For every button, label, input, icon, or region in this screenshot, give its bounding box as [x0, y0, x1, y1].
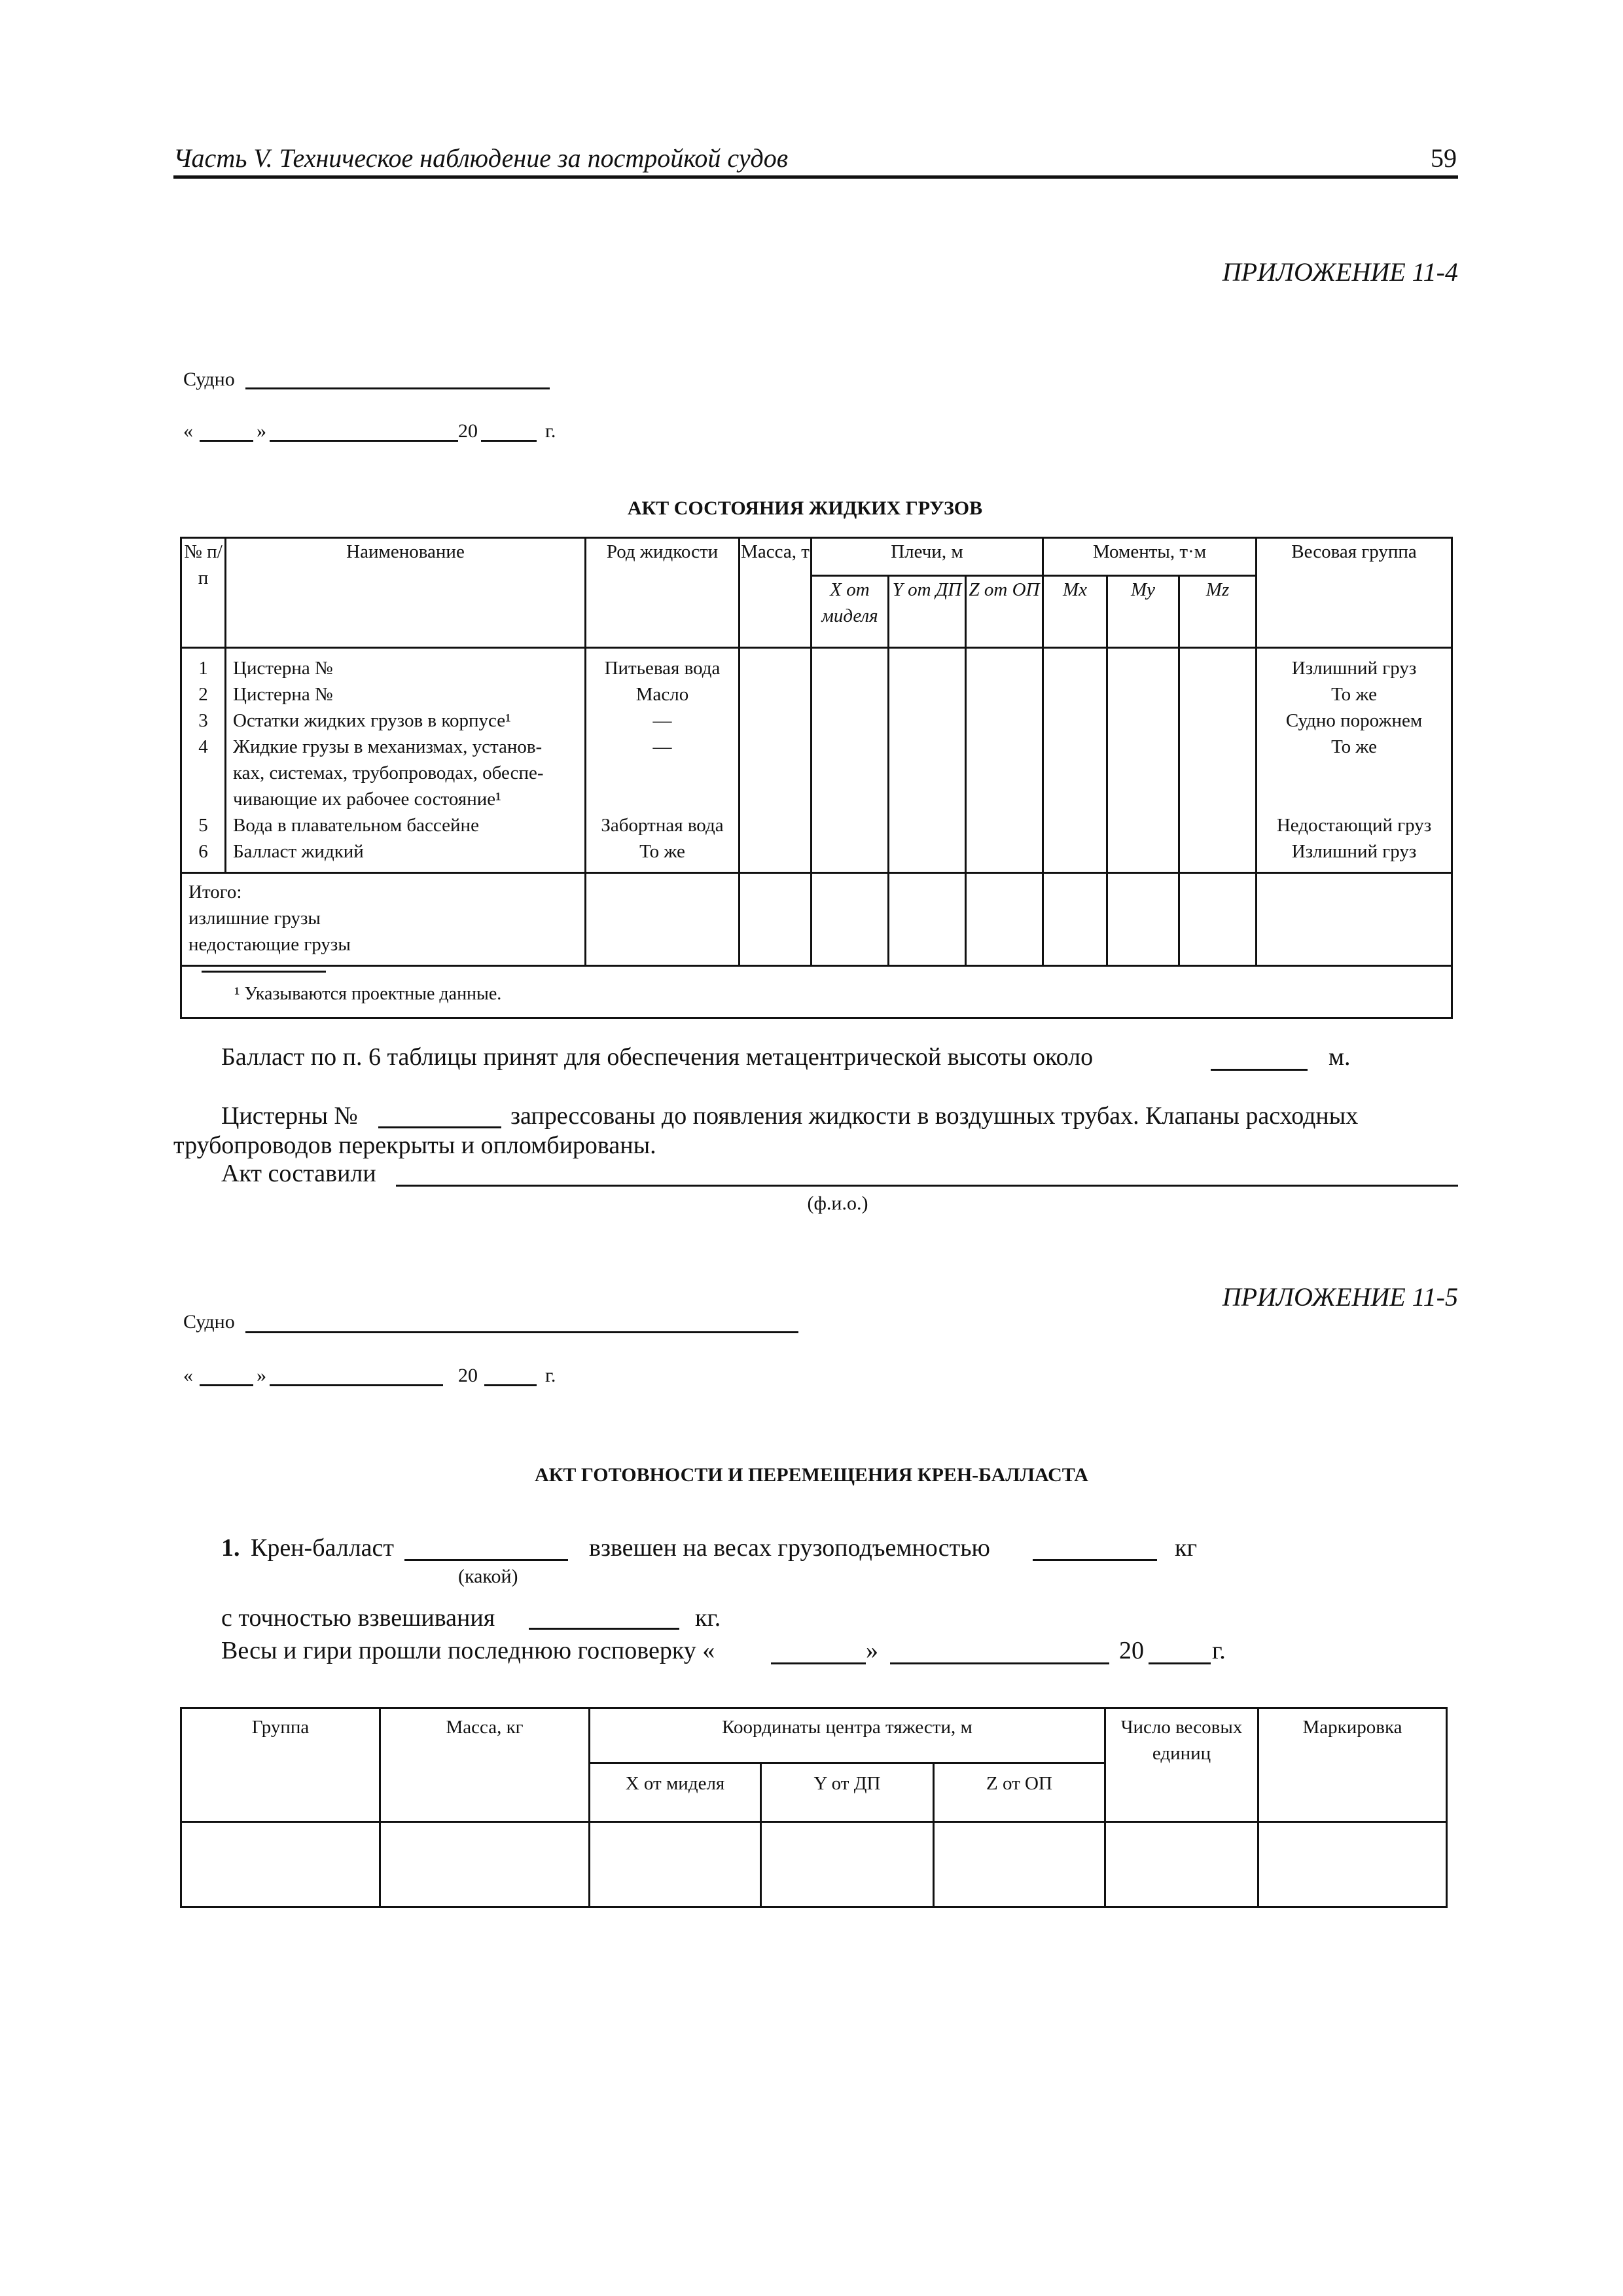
- col-header-arms: Плечи, м: [812, 538, 1043, 576]
- act-heel-ballast-title: АКТ ГОТОВНОСТИ И ПЕРЕМЕЩЕНИЯ КРЕН-БАЛЛАСТА: [535, 1464, 1088, 1486]
- act-liquid-cargo-title: АКТ СОСТОЯНИЯ ЖИДКИХ ГРУЗОВ: [627, 497, 983, 519]
- metacentric-height-field[interactable]: [1211, 1069, 1308, 1071]
- marking-cell[interactable]: [1258, 1822, 1447, 1907]
- compiled-by-field[interactable]: [396, 1185, 1458, 1187]
- row-group: То же: [1331, 736, 1377, 757]
- total-excess-label: излишние грузы: [188, 908, 321, 929]
- my-cell[interactable]: [1107, 648, 1179, 873]
- col-header-y: Y от ДП: [761, 1763, 934, 1822]
- fio-hint: (ф.и.о.): [807, 1193, 868, 1214]
- appendix-11-5-label: ПРИЛОЖЕНИЕ 11-5: [1222, 1282, 1458, 1312]
- row-group: Излишний груз: [1291, 841, 1417, 862]
- row-liquid: —: [652, 736, 672, 757]
- col-header-x: X от миделя: [812, 576, 889, 648]
- col-header-mass: Масса, кг: [380, 1708, 590, 1822]
- tanks-label: Цистерны №: [221, 1102, 358, 1130]
- verification-month-field[interactable]: [890, 1662, 1109, 1664]
- total-cell[interactable]: [812, 873, 889, 966]
- row-liquid: —: [652, 710, 672, 731]
- footnote-text: ¹ Указываются проектные данные.: [234, 984, 502, 1004]
- rows-name-cell: [226, 648, 586, 873]
- row-num: [182, 760, 224, 786]
- row-num: 4: [198, 736, 208, 757]
- mz-cell[interactable]: [1179, 648, 1257, 873]
- row-liquid: Забортная вода: [601, 815, 724, 836]
- ship-name-field[interactable]: [245, 387, 550, 389]
- row-num: 2: [198, 684, 208, 705]
- col-header-moments: Моменты, т·м: [1043, 538, 1257, 576]
- date-close-quote: »: [257, 420, 266, 442]
- verification-label: Весы и гири прошли последнюю госповерку «: [221, 1637, 715, 1664]
- date-day-field[interactable]: [200, 1384, 253, 1386]
- mass-cell[interactable]: [740, 648, 812, 873]
- row-num: 6: [198, 841, 208, 862]
- date-year-field[interactable]: [481, 440, 537, 442]
- total-cell[interactable]: [1043, 873, 1107, 966]
- total-cell[interactable]: [966, 873, 1043, 966]
- col-header-marking: Маркировка: [1258, 1708, 1447, 1822]
- date-day-field[interactable]: [200, 440, 253, 442]
- heel-ballast-type-field[interactable]: [404, 1559, 568, 1561]
- running-header: Часть V. Техническое наблюдение за постройкой судов: [173, 143, 789, 173]
- col-header-liquid: Род жидкости: [586, 538, 740, 648]
- total-cell[interactable]: [740, 873, 812, 966]
- row-group: Излишний груз: [1291, 658, 1417, 679]
- accuracy-field[interactable]: [529, 1628, 679, 1630]
- col-header-z: Z от ОП: [966, 576, 1043, 648]
- total-cell[interactable]: [1107, 873, 1179, 966]
- col-header-mx: Mx: [1043, 576, 1107, 648]
- group-cell[interactable]: [181, 1822, 380, 1907]
- item1-heel-ballast-label: Крен-балласт: [251, 1534, 395, 1562]
- col-header-unit-count: Число весовых единиц: [1105, 1708, 1258, 1822]
- col-header-z: Z от ОП: [934, 1763, 1105, 1822]
- mass-cell[interactable]: [380, 1822, 590, 1907]
- col-header-num: № п/п: [181, 538, 226, 648]
- rows-liquid-cell: [586, 648, 740, 873]
- date-year-suffix: г.: [545, 1365, 556, 1386]
- total-cell[interactable]: [1257, 873, 1452, 966]
- verification-day-field[interactable]: [771, 1662, 866, 1664]
- col-header-coords: Координаты центра тяжести, м: [590, 1708, 1105, 1763]
- total-cell[interactable]: [586, 873, 740, 966]
- z-cell[interactable]: [966, 648, 1043, 873]
- total-cell[interactable]: [1179, 873, 1257, 966]
- heel-ballast-table: [180, 1707, 1448, 1908]
- z-cell[interactable]: [934, 1822, 1105, 1907]
- item1-unit: кг: [1175, 1534, 1198, 1562]
- accuracy-unit: кг.: [695, 1604, 721, 1632]
- row-group: То же: [1331, 684, 1377, 705]
- total-label: Итого:: [188, 882, 242, 903]
- row-group: [1257, 760, 1451, 786]
- accuracy-label: с точностью взвешивания: [221, 1604, 495, 1632]
- row-num: 3: [198, 710, 208, 731]
- header-rule: [173, 175, 1458, 179]
- tank-numbers-field[interactable]: [378, 1126, 501, 1128]
- total-cell[interactable]: [889, 873, 966, 966]
- col-header-name: Наименование: [226, 538, 586, 648]
- footnote-cell: [181, 966, 1452, 1018]
- col-header-x: X от миделя: [590, 1763, 761, 1822]
- appendix-11-4-label: ПРИЛОЖЕНИЕ 11-4: [1222, 257, 1458, 287]
- row-name: Цистерна №: [233, 658, 333, 679]
- col-header-mass: Масса, т: [740, 538, 812, 648]
- row-name: Цистерна №: [233, 684, 333, 705]
- tanks-text-cont: трубопроводов перекрыты и опломбированы.: [173, 1132, 656, 1159]
- date-year-prefix: 20: [458, 420, 478, 442]
- verification-year-field[interactable]: [1149, 1662, 1211, 1664]
- verification-close-quote: »: [866, 1637, 878, 1664]
- row-name: Жидкие грузы в механизмах, установ-: [233, 736, 543, 757]
- row-liquid: Питьевая вода: [604, 658, 721, 679]
- ballast-unit: м.: [1329, 1043, 1351, 1071]
- row-liquid: Масло: [635, 684, 689, 705]
- row-name: чивающие их рабочее состояние¹: [233, 789, 501, 810]
- date-month-field[interactable]: [270, 1384, 443, 1386]
- row-group: Недостающий груз: [1276, 815, 1432, 836]
- ship-label: Судно: [183, 368, 235, 390]
- page-number: 59: [1431, 143, 1457, 173]
- date-year-prefix: 20: [458, 1365, 478, 1386]
- verification-year-prefix: 20: [1119, 1637, 1144, 1664]
- date-open-quote: «: [183, 1365, 193, 1386]
- row-group: [1257, 786, 1451, 812]
- ship-label: Судно: [183, 1311, 235, 1333]
- row-liquid: [586, 786, 738, 812]
- liquid-cargo-table: [180, 537, 1453, 1019]
- row-liquid: То же: [639, 841, 685, 862]
- total-label-cell: [181, 873, 586, 966]
- col-header-y: Y от ДП: [889, 576, 966, 648]
- rows-num-cell: [181, 648, 226, 873]
- ship-name-field[interactable]: [245, 1331, 798, 1333]
- y-cell[interactable]: [761, 1822, 934, 1907]
- date-year-suffix: г.: [545, 420, 556, 442]
- row-name: Вода в плавательном бассейне: [233, 815, 479, 836]
- row-name: Остатки жидких грузов в корпусе¹: [233, 710, 511, 731]
- date-open-quote: «: [183, 420, 193, 442]
- col-header-group: Группа: [181, 1708, 380, 1822]
- col-header-my: My: [1107, 576, 1179, 648]
- heel-ballast-type-hint: (какой): [458, 1566, 518, 1587]
- compiled-by-label: Акт составили: [221, 1160, 376, 1187]
- row-name: ках, системах, трубопроводах, обеспе-: [233, 762, 544, 783]
- row-num: [182, 786, 224, 812]
- y-cell[interactable]: [889, 648, 966, 873]
- rows-group-cell: [1257, 648, 1452, 873]
- item1-number: 1.: [221, 1534, 240, 1562]
- verification-year-suffix: г.: [1212, 1637, 1226, 1664]
- col-header-mz: Mz: [1179, 576, 1257, 648]
- total-missing-label: недостающие грузы: [188, 934, 351, 955]
- date-month-field[interactable]: [270, 440, 458, 442]
- row-liquid: [586, 760, 738, 786]
- row-num: 5: [198, 815, 208, 836]
- date-year-field[interactable]: [484, 1384, 537, 1386]
- x-cell[interactable]: [590, 1822, 761, 1907]
- unit-count-cell[interactable]: [1105, 1822, 1258, 1907]
- row-group: Судно порожнем: [1285, 710, 1423, 731]
- col-header-weight-group: Весовая группа: [1257, 538, 1452, 648]
- scale-capacity-field[interactable]: [1033, 1559, 1157, 1561]
- date-close-quote: »: [257, 1365, 266, 1386]
- tanks-text: запрессованы до появления жидкости в воздушных трубах. Клапаны расходных: [510, 1102, 1359, 1130]
- footnote-rule: [202, 971, 326, 973]
- item1-weighed-text: взвешен на весах грузоподъемностью: [589, 1534, 990, 1562]
- row-name: Балласт жидкий: [233, 841, 364, 862]
- mx-cell[interactable]: [1043, 648, 1107, 873]
- ballast-text: Балласт по п. 6 таблицы принят для обеспечения метацентрической высоты около: [221, 1043, 1094, 1071]
- row-num: 1: [198, 658, 208, 679]
- x-cell[interactable]: [812, 648, 889, 873]
